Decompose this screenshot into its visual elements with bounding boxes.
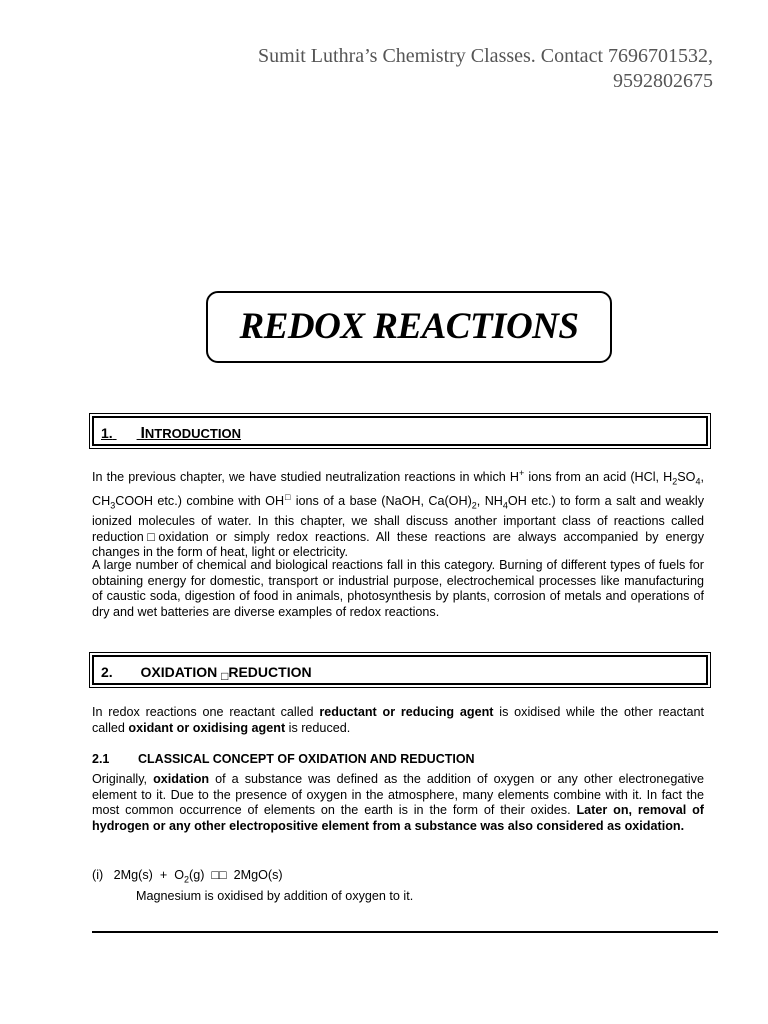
page-title: REDOX REACTIONS xyxy=(239,306,579,347)
subsection-heading xyxy=(92,752,475,766)
subscript: 3 xyxy=(110,500,116,511)
section-1-title-initial: I xyxy=(140,425,145,442)
text-run: , CH xyxy=(92,470,704,509)
subscript: 4 xyxy=(502,500,508,511)
text-run: (i) 2Mg(s) + O xyxy=(92,868,185,882)
text-run: COOH etc.) combine with OH xyxy=(115,494,285,509)
page-header xyxy=(258,44,713,94)
section-2-heading xyxy=(101,664,312,683)
header-line-2: 9592802675 xyxy=(613,70,713,92)
subscript: 2 xyxy=(672,476,678,487)
text-run: , NH xyxy=(476,494,503,509)
text-run: is reduced. xyxy=(285,720,351,735)
section-1-title-rest: NTRODUCTION xyxy=(144,426,241,441)
intro-paragraph-2: A large number of chemical and biological reactions fall in this category. Burning of different types of fuels for obtaining energy for domestic, transport or industrial purpose, electrochemical processes like manufacturing of caustic soda, digestion of food in animals, photosynthesis by plants, corrosion of metals and operations of dry and wet batteries are diverse examples of redox reactions. xyxy=(92,558,704,619)
subsection-number: 2.1 xyxy=(92,752,110,766)
section-2-title-b: REDUCTION xyxy=(228,664,312,680)
section-1-heading-box xyxy=(92,416,708,446)
text-run: of a substance was defined as the addition of oxygen or any other electronegative element to it. Due to the presence of oxygen in the atmosphere, many elements combine with it. In fact the most common occurrence of elements on the earth is in the form of their oxides. xyxy=(92,772,704,817)
section-2-title-glyph: □ xyxy=(221,669,229,683)
superscript: + xyxy=(519,468,525,478)
footer-rule xyxy=(92,931,718,933)
section-1-heading xyxy=(101,425,241,443)
subsection-title: CLASSICAL CONCEPT OF OXIDATION AND REDUCTION xyxy=(138,752,475,766)
bold-term: reductant or reducing agent xyxy=(319,705,494,719)
text-run: Originally, xyxy=(92,772,154,786)
subscript: 2 xyxy=(184,874,190,885)
text-run: is oxidised while the other reactant called xyxy=(92,705,704,735)
equation-note: Magnesium is oxidised by addition of oxygen to it. xyxy=(136,889,414,903)
subscript: 4 xyxy=(695,476,701,487)
header-line-1: Sumit Luthra’s Chemistry Classes. Contact 7696701532, xyxy=(258,45,713,67)
section-2-title-a: OXIDATION xyxy=(140,664,222,680)
bold-term: oxidant or oxidising agent xyxy=(128,720,286,735)
text-run: In redox reactions one reactant called xyxy=(92,705,320,719)
text-run: In the previous chapter, we have studied neutralization reactions in which H xyxy=(92,470,520,485)
bold-term: Later on, removal of hydrogen or any other electropositive element from a substance was also considered as oxidation. xyxy=(92,803,704,833)
subscript: 2 xyxy=(471,500,477,511)
redox-paragraph xyxy=(92,705,704,736)
title-box xyxy=(206,291,612,363)
section-2-number: 2. xyxy=(101,664,113,680)
text-run: ions of a base (NaOH, Ca(OH) xyxy=(291,494,472,509)
section-1-number: 1. xyxy=(101,425,113,441)
classical-concept-paragraph xyxy=(92,772,704,834)
intro-paragraph-1 xyxy=(92,466,704,561)
equation-line xyxy=(92,868,283,885)
text-run: SO xyxy=(677,470,696,485)
superscript: □ xyxy=(284,492,292,503)
text-run: ions from an acid (HCl, H xyxy=(524,470,673,485)
bold-term: oxidation xyxy=(153,772,210,786)
text-run: (g) □□ 2MgO(s) xyxy=(189,868,283,882)
text-run: OH etc.) to form a salt and weakly ionized molecules of water. In this chapter, we shall discuss another important class of reactions called reduction□oxidation or simply redox reactions. All these reactions are always accompanied by energy changes in the form of heat, light or electricity. xyxy=(92,494,704,560)
section-2-heading-box xyxy=(92,655,708,685)
